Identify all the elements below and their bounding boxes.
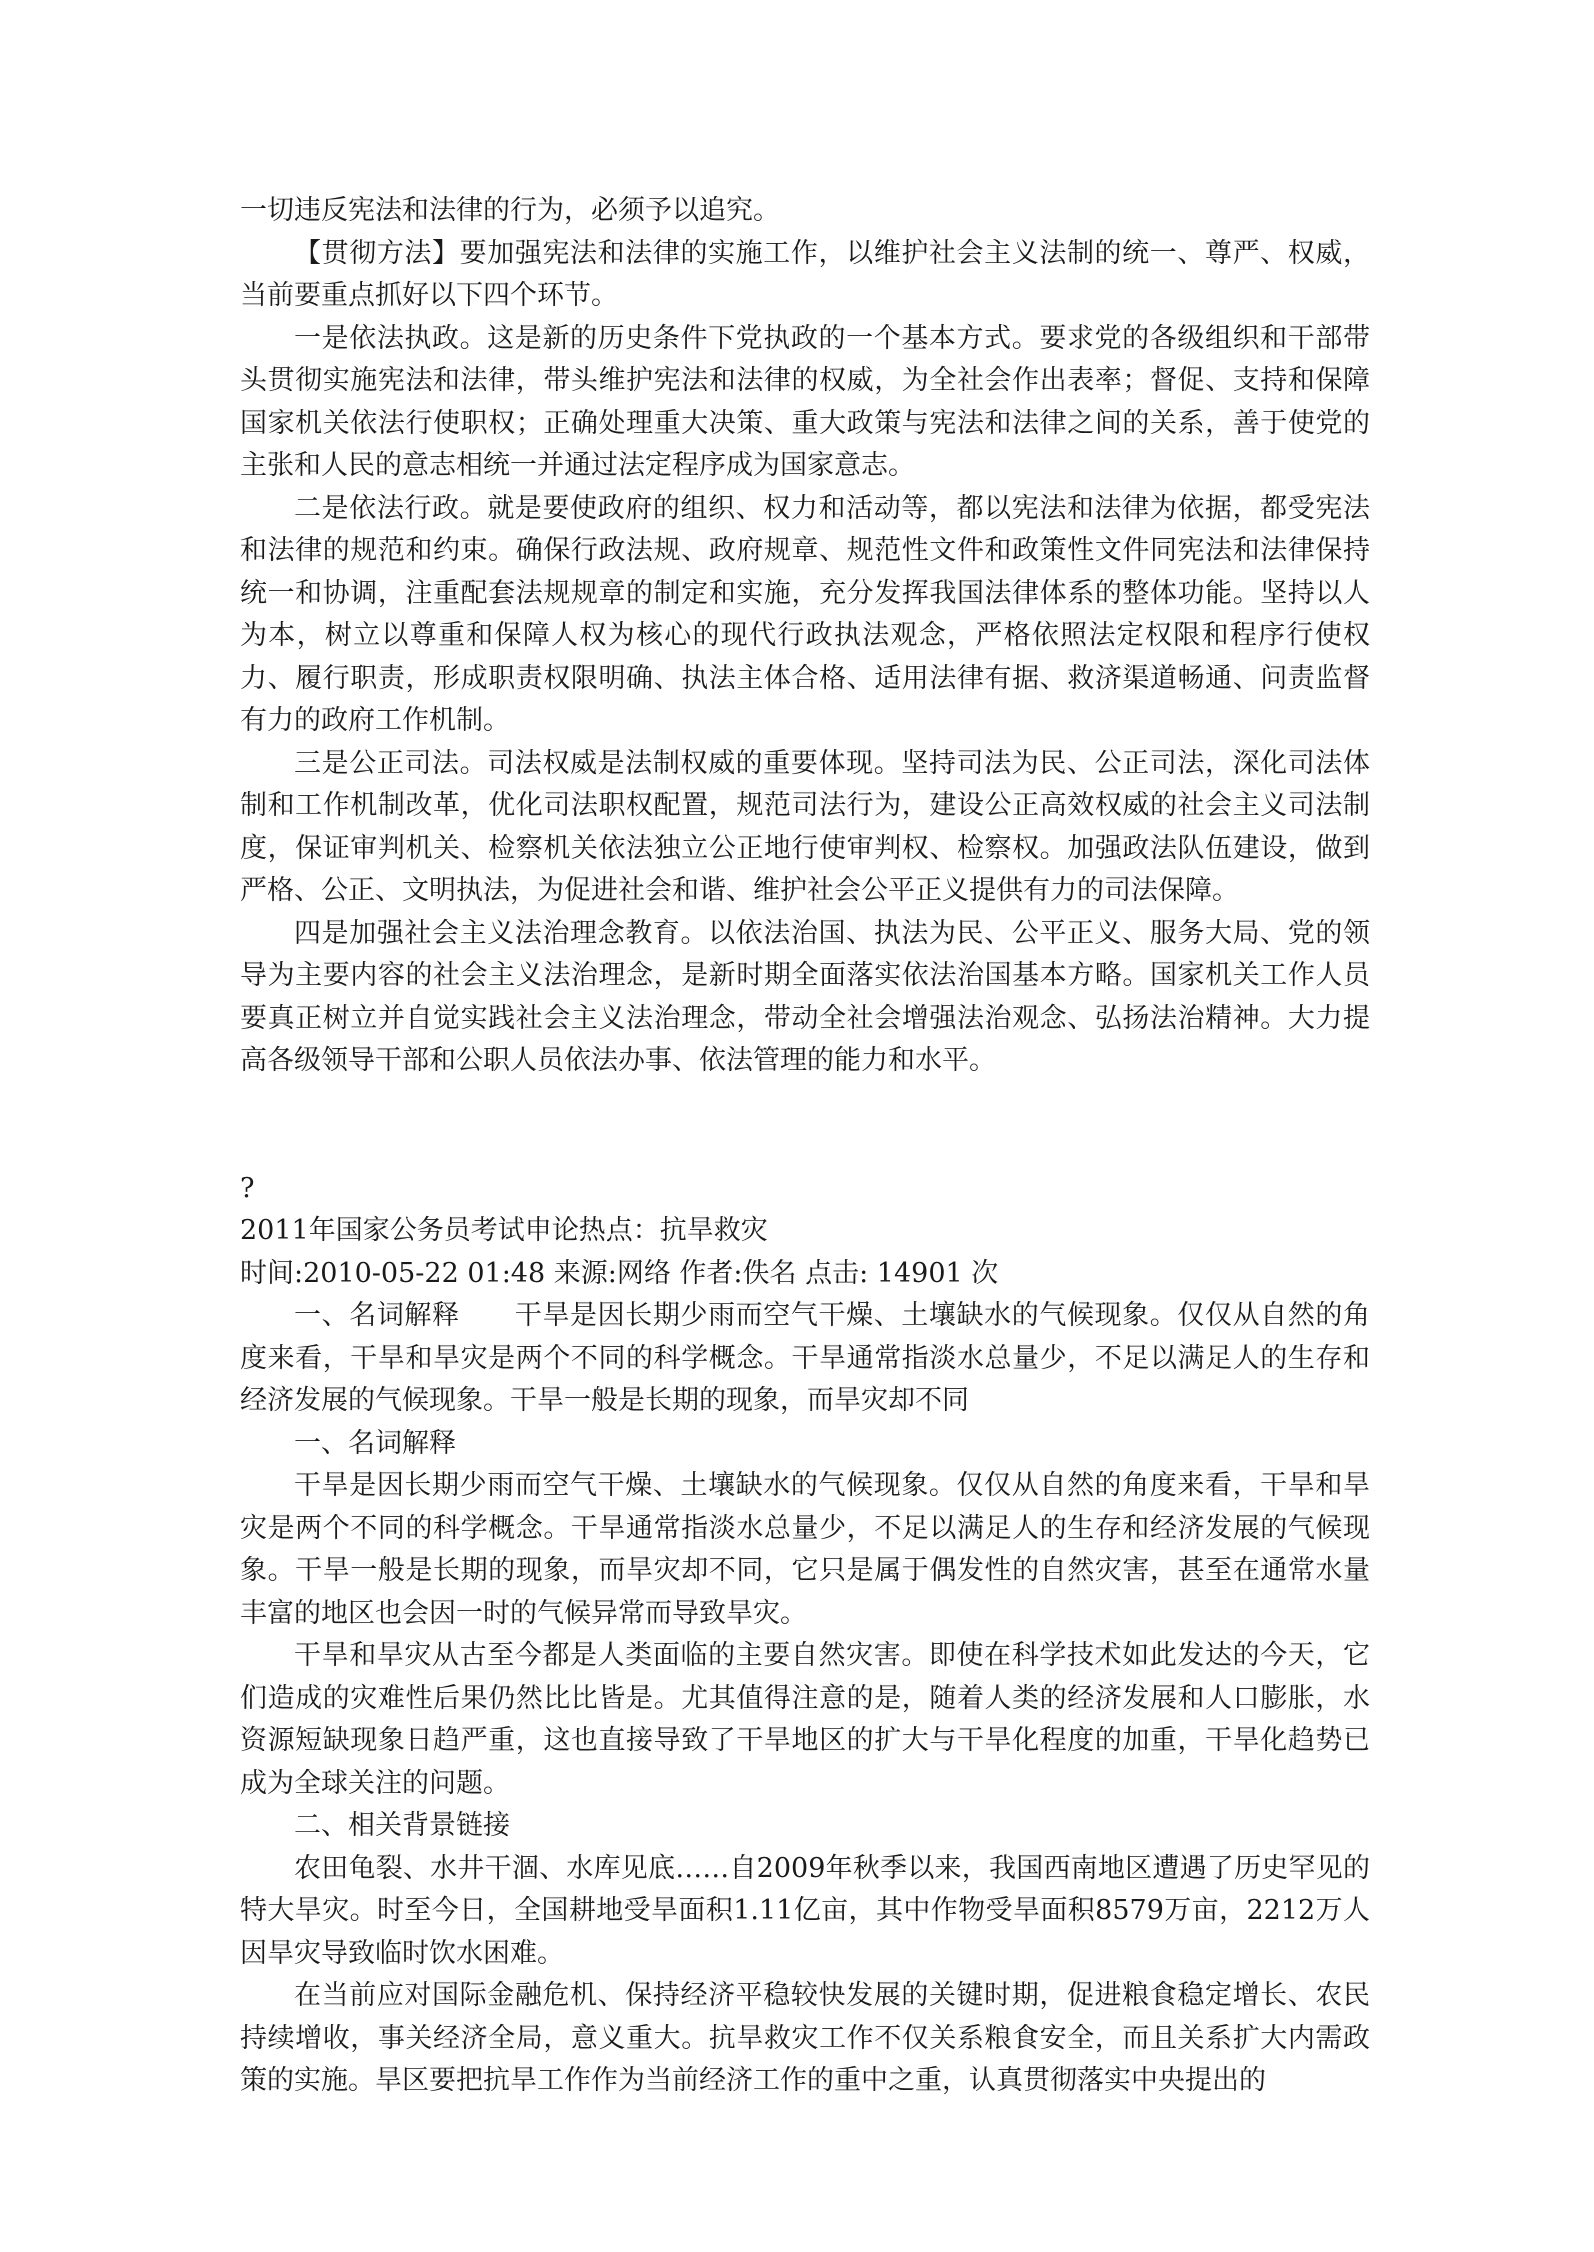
article-summary: 一、名词解释 干旱是因长期少雨而空气干燥、土壤缺水的气候现象。仅仅从自然的角度来看，干旱和旱灾是两个不同的科学概念。干旱通常指淡水总量少，不足以满足人的生存和经济发展的气候现象。干旱一般是长期的现象，而旱灾却不同: [240, 1300, 1370, 1416]
document-page: [240, 190, 1370, 2103]
paragraph-fair-justice: 三是公正司法。司法权威是法制权威的重要体现。坚持司法为民、公正司法，深化司法体制和工作机制改革，优化司法职权配置，规范司法行为，建设公正高效权威的社会主义司法制度，保证审判机关、检察机关依法独立公正地行使审判权、检察权。加强政法队伍建设，做到严格、公正、文明执法，为促进社会和谐、维护社会公平正义提供有力的司法保障。: [240, 747, 1370, 906]
paragraph-drought-definition: 干旱是因长期少雨而空气干燥、土壤缺水的气候现象。仅仅从自然的角度来看，干旱和旱灾是两个不同的科学概念。干旱通常指淡水总量少，不足以满足人的生存和经济发展的气候现象。干旱一般是长期的现象，而旱灾却不同，它只是属于偶发性的自然灾害，甚至在通常水量丰富的地区也会因一时的气候异常而导致旱灾。: [240, 1470, 1370, 1629]
paragraph-rule-of-law-education: 四是加强社会主义法治理念教育。以依法治国、执法为民、公平正义、服务大局、党的领导为主要内容的社会主义法治理念，是新时期全面落实依法治国基本方略。国家机关工作人员要真正树立并自觉实践社会主义法治理念，带动全社会增强法治观念、弘扬法治精神。大力提高各级领导干部和公职人员依法办事、依法管理的能力和水平。: [240, 917, 1370, 1076]
question-mark: ?: [240, 1172, 255, 1204]
paragraph-southwest-drought: 农田龟裂、水井干涸、水库见底……自2009年秋季以来，我国西南地区遭遇了历史罕见的特大旱灾。时至今日，全国耕地受旱面积1.11亿亩，其中作物受旱面积8579万亩，2212万人因旱灾导致临时饮水困难。: [240, 1852, 1370, 1969]
heading-background: 二、相关背景链接: [294, 1810, 510, 1841]
article-meta: 时间:2010-05-22 01:48 来源:网络 作者:佚名 点击: 14901 次: [240, 1257, 999, 1289]
heading-definition: 一、名词解释: [294, 1427, 456, 1459]
article-title: 2011年国家公务员考试申论热点：抗旱救灾: [240, 1215, 768, 1246]
paragraph-administration-by-law: 二是依法行政。就是要使政府的组织、权力和活动等，都以宪法和法律为依据，都受宪法和法律的规范和约束。确保行政法规、政府规章、规范性文件和政策性文件同宪法和法律保持统一和协调，注重配套法规规章的制定和实施，充分发挥我国法律体系的整体功能。坚持以人为本，树立以尊重和保障人权为核心的现代行政执法观念，严格依照法定权限和程序行使权力、履行职责，形成职责权限明确、执法主体合格、适用法律有据、救济渠道畅通、问责监督有力的政府工作机制。: [240, 492, 1370, 736]
paragraph-continuation: 一切违反宪法和法律的行为，必须予以追究。: [240, 195, 780, 226]
section-gap: [240, 1083, 1370, 1168]
paragraph-implementation-method: 【贯彻方法】要加强宪法和法律的实施工作，以维护社会主义法制的统一、尊严、权威，当前要重点抓好以下四个环节。: [240, 237, 1370, 311]
paragraph-economic-importance: 在当前应对国际金融危机、保持经济平稳较快发展的关键时期，促进粮食稳定增长、农民持续增收，事关经济全局，意义重大。抗旱救灾工作不仅关系粮食安全，而且关系扩大内需政策的实施。旱区要把抗旱工作作为当前经济工作的重中之重，认真贯彻落实中央提出的: [240, 1980, 1370, 2096]
paragraph-drought-disasters: 干旱和旱灾从古至今都是人类面临的主要自然灾害。即使在科学技术如此发达的今天，它们造成的灾难性后果仍然比比皆是。尤其值得注意的是，随着人类的经济发展和人口膨胀，水资源短缺现象日趋严重，这也直接导致了干旱地区的扩大与干旱化程度的加重，干旱化趋势已成为全球关注的问题。: [240, 1640, 1370, 1799]
paragraph-governing-by-law: 一是依法执政。这是新的历史条件下党执政的一个基本方式。要求党的各级组织和干部带头贯彻实施宪法和法律，带头维护宪法和法律的权威，为全社会作出表率；督促、支持和保障国家机关依法行使职权；正确处理重大决策、重大政策与宪法和法律之间的关系，善于使党的主张和人民的意志相统一并通过法定程序成为国家意志。: [240, 322, 1370, 481]
